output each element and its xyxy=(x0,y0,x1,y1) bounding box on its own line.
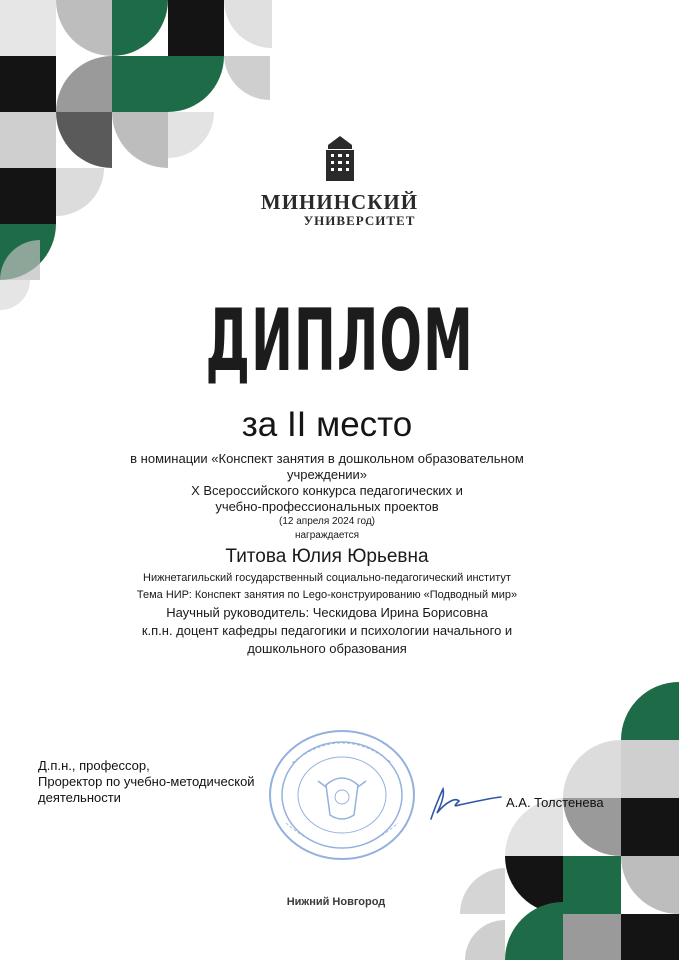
diploma-title: ДИПЛОМ xyxy=(205,291,474,391)
award-date: (12 апреля 2024 год) xyxy=(279,516,375,527)
nomination-line1: в номинации «Конспект занятия в дошкольном образовательном xyxy=(130,451,524,466)
signatory-position xyxy=(38,758,288,806)
institution: Нижнетагильский государственный социально-педагогический институт xyxy=(143,572,511,584)
city: Нижний Новгород xyxy=(286,896,386,908)
logo-text-line1: МИНИНСКИЙ xyxy=(260,190,419,214)
signatory-name: А.А. Толстенева xyxy=(506,795,604,810)
recipient-name: Титова Юлия Юрьевна xyxy=(225,546,429,567)
signatory-line2: Проректор по учебно-методической xyxy=(38,774,255,789)
logo-text-line2: УНИВЕРСИТЕТ xyxy=(303,213,416,228)
university-logo xyxy=(0,136,679,229)
signatory-line1: Д.п.н., профессор, xyxy=(38,758,150,773)
signatory-line3: деятельности xyxy=(38,790,121,805)
supervisor-title-line2: дошкольного образования xyxy=(247,641,407,656)
nomination-line2: учреждении» xyxy=(286,467,368,482)
research-topic: Тема НИР: Конспект занятия по Lego-конструированию «Подводный мир» xyxy=(136,589,518,601)
handwritten-signature xyxy=(425,783,505,823)
supervisor: Научный руководитель: Ческидова Ирина Борисовна xyxy=(166,605,488,620)
award-place: за II место xyxy=(241,405,413,444)
awarded-label: награждается xyxy=(294,530,360,541)
university-tower-icon xyxy=(322,136,358,182)
diploma-body xyxy=(100,451,554,657)
contest-line1: X Всероссийского конкурса педагогических и xyxy=(191,483,463,498)
contest-line2: учебно-профессиональных проектов xyxy=(215,499,439,514)
supervisor-title-line1: к.п.н. доцент кафедры педагогики и психологии начального и xyxy=(141,623,513,638)
